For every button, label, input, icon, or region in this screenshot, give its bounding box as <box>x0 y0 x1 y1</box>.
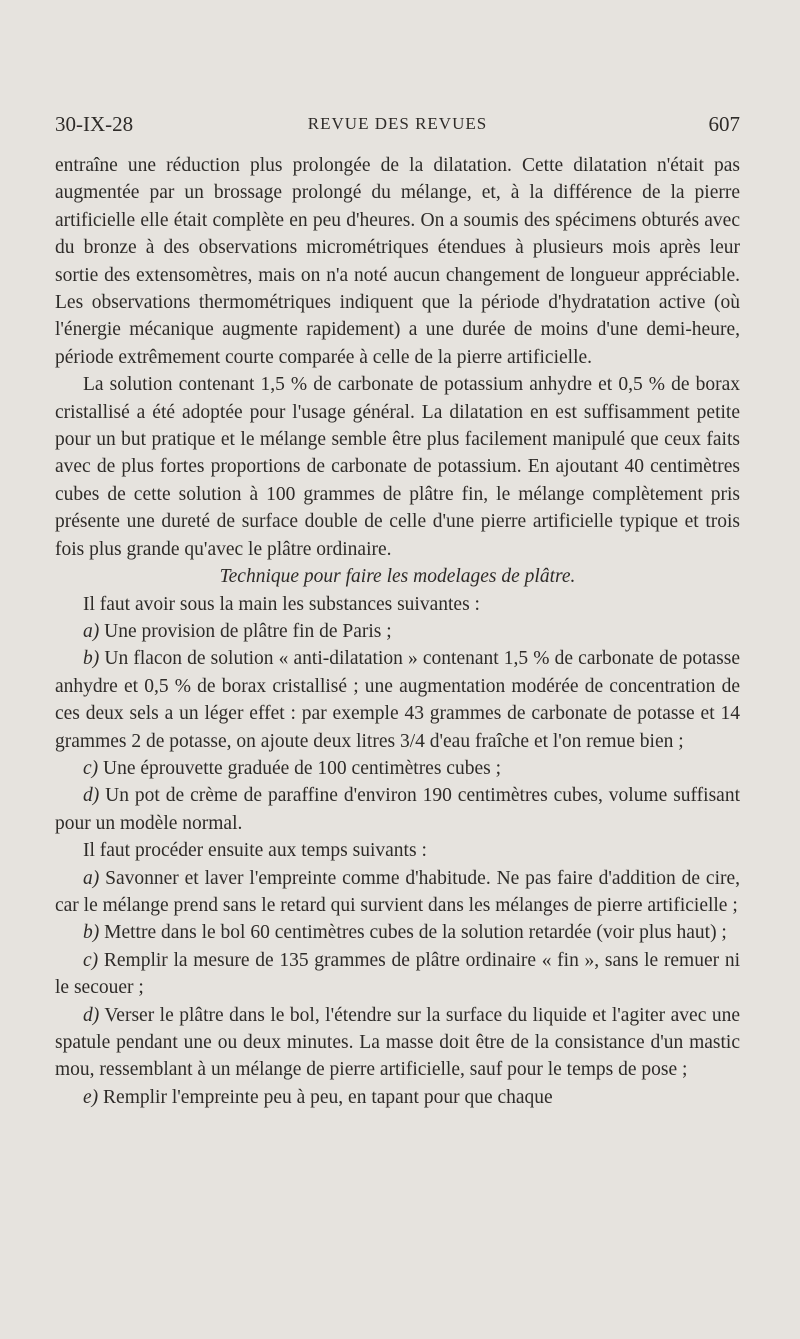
item-label: d) <box>83 785 100 807</box>
item-label: b) <box>83 648 100 670</box>
item-text: Verser le plâtre dans le bol, l'étendre sur la surface du liquide et l'agiter avec une spatule pendant une ou deux minutes. La masse doit être de la consistance d'un mastic mou, ressemblant à un mélange de pierre artificielle, sauf pour le temps de pose ; <box>55 1004 740 1081</box>
step-b <box>55 919 740 946</box>
step-d <box>55 1002 740 1084</box>
item-label: d) <box>83 1004 100 1026</box>
item-label: c) <box>83 949 99 971</box>
item-text: Un pot de crème de paraffine d'environ 190 centimètres cubes, volume suffisant pour un modèle normal. <box>55 785 741 834</box>
list-item-c <box>55 755 740 782</box>
item-text: Remplir l'empreinte peu à peu, en tapant pour que chaque <box>103 1086 553 1108</box>
step-a <box>55 865 740 920</box>
item-label: a) <box>83 620 100 642</box>
list-item-a <box>55 618 740 645</box>
item-text: Un flacon de solution « anti-dilatation » contenant 1,5 % de carbonate de potasse anhydre et 0,5 % de borax cristallisé ; une augmentation modérée de concentration de ces deux sels a un léger effet : par exemple 43 grammes de carbonate de potasse et 14 grammes 2 de potasse, on ajoute deux litres 3/4 d'eau fraîche et l'on remue bien ; <box>55 648 740 752</box>
page-number: 607 <box>708 112 740 136</box>
issue-date: 30-IX-28 <box>55 112 134 136</box>
item-label: c) <box>83 757 99 779</box>
running-title: REVUE DES REVUES <box>307 114 488 133</box>
list-intro-substances: Il faut avoir sous la main les substances suivantes : <box>83 593 480 615</box>
item-label: e) <box>83 1086 99 1108</box>
page-body <box>55 152 740 1111</box>
step-c <box>55 947 740 1002</box>
paragraph-solution: La solution contenant 1,5 % de carbonate de potassium anhydre et 0,5 % de borax cristallisé a été adoptée pour l'usage général. La dilatation en est suffisamment petite pour un but pratique et le mélange semble être plus facilement manipulé que ceux faits avec de plus fortes proportions de carbonate de potassium. En ajoutant 40 centimètres cubes de cette solution à 100 grammes de plâtre fin, le mélange complètement pris présente une dureté de surface double de celle d'une pierre artificielle typique et trois fois plus grande qu'avec le plâtre ordinaire. <box>55 374 740 560</box>
item-text: Mettre dans le bol 60 centimètres cubes de la solution retardée (voir plus haut) ; <box>104 922 727 944</box>
list-intro-steps: Il faut procéder ensuite aux temps suivants : <box>83 840 427 862</box>
item-label: a) <box>83 867 100 889</box>
page-header <box>55 112 740 142</box>
item-label: b) <box>83 922 100 944</box>
list-item-b <box>55 645 740 755</box>
item-text: Une provision de plâtre fin de Paris ; <box>104 620 392 642</box>
section-title: Technique pour faire les modelages de plâtre. <box>219 566 576 588</box>
list-item-d <box>55 782 740 837</box>
paragraph-continuation: entraîne une réduction plus prolongée de la dilatation. Cette dilatation n'était pas augmentée par un brossage prolongé du mélange, et, à la différence de la pierre artificielle elle était complète en peu d'heures. On a soumis des spécimens obturés avec du bronze à des observations micrométriques étendues à plusieurs mois après leur sortie des extensomètres, mais on n'a noté aucun changement de longueur appréciable. Les observations thermométriques indiquent que la période d'hydratation active (où l'énergie mécanique augmente rapidement) a une durée de moins d'une demi-heure, période extrêmement courte comparée à celle de la pierre artificielle. <box>55 155 740 368</box>
item-text: Une éprouvette graduée de 100 centimètres cubes ; <box>103 757 501 779</box>
step-e <box>55 1084 740 1111</box>
item-text: Savonner et laver l'empreinte comme d'habitude. Ne pas faire d'addition de cire, car le mélange prend sans le retard qui survient dans les mélanges de pierre artificielle ; <box>55 867 741 916</box>
item-text: Remplir la mesure de 135 grammes de plâtre ordinaire « fin », sans le remuer ni le secouer ; <box>55 949 740 999</box>
